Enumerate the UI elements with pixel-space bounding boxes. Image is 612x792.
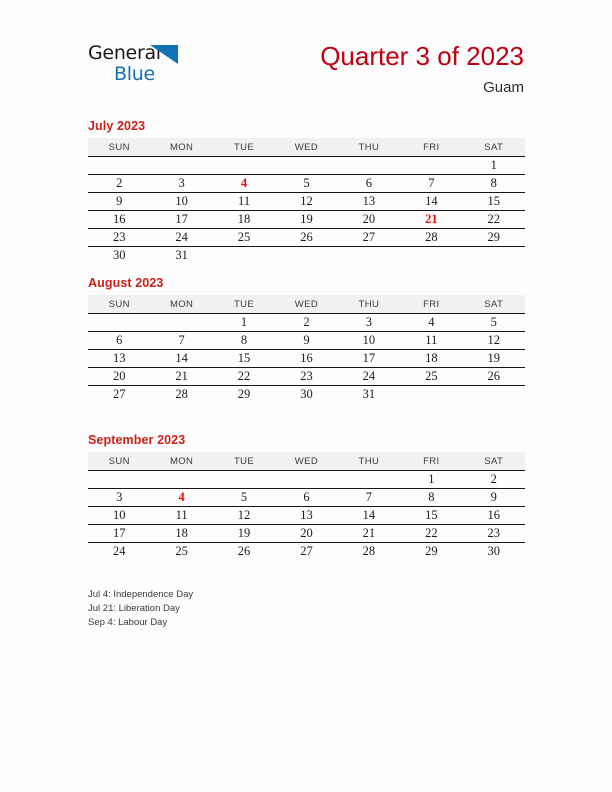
calendar-day-cell: 12	[213, 507, 275, 525]
calendar-day-cell: 28	[400, 229, 462, 247]
calendar-day-cell: 3	[88, 489, 150, 507]
weekday-header-thu: THU	[338, 138, 400, 157]
holiday-note-item: Sep 4: Labour Day	[88, 617, 168, 628]
logo-text-blue: Blue	[114, 63, 155, 85]
calendar-day-cell: 22	[213, 368, 275, 386]
calendar-day-cell: 26	[463, 368, 525, 386]
calendar-day-cell: 16	[88, 211, 150, 229]
calendar-day-cell: 9	[463, 489, 525, 507]
calendar-day-cell: 8	[463, 175, 525, 193]
calendar-day-cell: 20	[338, 211, 400, 229]
weekday-header-row	[88, 452, 525, 471]
calendar-day-cell: 6	[338, 175, 400, 193]
calendar-empty-cell	[150, 157, 212, 175]
calendar-day-cell: 14	[338, 507, 400, 525]
calendar-empty-cell	[338, 247, 400, 265]
calendar-day-cell: 11	[213, 193, 275, 211]
calendar-week-row	[88, 350, 525, 368]
calendar-day-cell: 4	[400, 314, 462, 332]
calendar-day-cell: 10	[338, 332, 400, 350]
calendar-empty-cell	[463, 247, 525, 265]
calendar-week-row	[88, 489, 525, 507]
weekday-header-fri: FRI	[400, 452, 462, 471]
logo-triangle-icon	[150, 45, 178, 64]
calendar-day-cell: 19	[213, 525, 275, 543]
calendar-day-cell: 27	[338, 229, 400, 247]
calendar-day-cell: 25	[213, 229, 275, 247]
calendar-day-cell: 23	[275, 368, 337, 386]
calendar-day-cell: 3	[150, 175, 212, 193]
calendar-day-cell: 15	[463, 193, 525, 211]
calendar-empty-cell	[338, 471, 400, 489]
calendar-empty-cell	[213, 247, 275, 265]
calendar-day-cell: 7	[150, 332, 212, 350]
calendar-day-cell: 6	[275, 489, 337, 507]
calendar-week-row	[88, 175, 525, 193]
weekday-header-row	[88, 295, 525, 314]
calendar-day-cell: 22	[400, 525, 462, 543]
holiday-note-item: Jul 21: Liberation Day	[88, 603, 180, 614]
calendar-day-cell: 10	[150, 193, 212, 211]
weekday-header-mon: MON	[150, 452, 212, 471]
title-block	[320, 40, 524, 98]
calendar-day-cell: 5	[275, 175, 337, 193]
calendar-week-row	[88, 314, 525, 332]
calendar-day-cell: 8	[213, 332, 275, 350]
general-blue-logo	[88, 42, 218, 90]
calendar-day-cell: 27	[300, 544, 313, 558]
calendar-week-row	[88, 507, 525, 525]
calendar-day-cell: 6	[88, 332, 150, 350]
calendar-day-cell: 10	[88, 507, 150, 525]
calendar-day-cell-holiday: 4	[213, 175, 275, 193]
calendar-week-row	[88, 211, 525, 229]
calendar-day-cell: 21	[150, 368, 212, 386]
region-subtitle: Guam	[483, 79, 524, 96]
weekday-header-tue: TUE	[213, 295, 275, 314]
calendar-empty-cell	[400, 247, 462, 265]
calendar-day-cell: 25	[400, 368, 462, 386]
calendar-day-cell: 7	[338, 489, 400, 507]
calendar-day-cell: 18	[150, 525, 212, 543]
logo-text-general: General	[88, 42, 161, 64]
weekday-header-sat: SAT	[463, 452, 525, 471]
weekday-header-sat: SAT	[463, 138, 525, 157]
calendar-week-row	[88, 229, 525, 247]
calendar-empty-cell	[88, 157, 150, 175]
calendar-empty-cell	[400, 157, 462, 175]
calendar-empty-cell	[88, 314, 150, 332]
month-block-august	[88, 275, 525, 403]
calendar-day-cell: 30	[300, 387, 313, 401]
calendar-day-cell: 20	[275, 525, 337, 543]
calendar-empty-cell	[275, 157, 337, 175]
calendar-empty-cell	[275, 247, 337, 265]
calendar-day-cell: 15	[400, 507, 462, 525]
calendar-day-cell: 15	[213, 350, 275, 368]
calendar-day-cell: 2	[275, 314, 337, 332]
calendar-day-cell: 8	[400, 489, 462, 507]
calendar-day-cell: 16	[463, 507, 525, 525]
weekday-header-tue: TUE	[213, 452, 275, 471]
weekday-header-sat: SAT	[463, 295, 525, 314]
calendar-day-cell: 1	[213, 314, 275, 332]
calendar-day-cell: 17	[88, 525, 150, 543]
calendar-day-cell: 17	[150, 211, 212, 229]
calendar-day-cell: 25	[175, 544, 188, 558]
calendar-day-cell: 1	[463, 157, 525, 175]
calendar-day-cell: 31	[175, 248, 188, 262]
calendar-empty-cell	[275, 471, 337, 489]
weekday-header-wed: WED	[275, 138, 337, 157]
calendar-table-august	[88, 295, 525, 403]
calendar-table-september	[88, 452, 525, 560]
weekday-header-thu: THU	[338, 452, 400, 471]
calendar-day-cell: 26	[237, 544, 251, 558]
calendar-week-row	[88, 471, 525, 489]
calendar-day-cell: 24	[112, 544, 126, 558]
calendar-day-cell: 1	[400, 471, 462, 489]
weekday-header-sun: SUN	[88, 452, 150, 471]
calendar-empty-cell	[213, 471, 275, 489]
calendar-day-cell: 13	[88, 350, 150, 368]
weekday-header-row	[88, 138, 525, 157]
calendar-empty-cell	[400, 386, 462, 404]
calendar-day-cell: 2	[463, 471, 525, 489]
calendar-week-row	[88, 525, 525, 543]
calendar-day-cell: 19	[275, 211, 337, 229]
month-label: September 2023	[88, 433, 186, 447]
calendar-day-cell: 7	[400, 175, 462, 193]
calendar-day-cell: 14	[400, 193, 462, 211]
calendar-day-cell: 11	[400, 332, 462, 350]
calendar-body	[88, 471, 525, 561]
calendar-day-cell: 17	[338, 350, 400, 368]
calendar-day-cell: 9	[88, 193, 150, 211]
calendar-table-july	[88, 138, 525, 264]
calendar-day-cell-holiday: 21	[400, 211, 462, 229]
calendar-day-cell: 18	[400, 350, 462, 368]
calendar-day-cell: 14	[150, 350, 212, 368]
calendar-day-cell: 29	[463, 229, 525, 247]
calendar-day-cell: 5	[463, 314, 525, 332]
calendar-day-cell: 12	[463, 332, 525, 350]
calendar-day-cell: 11	[150, 507, 212, 525]
calendar-day-cell: 27	[112, 387, 126, 401]
calendar-day-cell: 23	[88, 229, 150, 247]
calendar-day-cell: 28	[362, 544, 376, 558]
calendar-day-cell: 2	[88, 175, 150, 193]
calendar-day-cell: 24	[338, 368, 400, 386]
calendar-day-cell: 29	[237, 387, 251, 401]
calendar-day-cell: 12	[275, 193, 337, 211]
weekday-header-thu: THU	[338, 295, 400, 314]
weekday-header-tue: TUE	[213, 138, 275, 157]
weekday-header-fri: FRI	[400, 295, 462, 314]
calendar-week-row	[88, 386, 525, 404]
calendar-day-cell: 19	[463, 350, 525, 368]
weekday-header-row-group	[88, 138, 525, 157]
weekday-header-mon: MON	[150, 295, 212, 314]
weekday-header-row-group	[88, 295, 525, 314]
calendar-empty-cell	[150, 314, 212, 332]
calendar-day-cell: 18	[213, 211, 275, 229]
page-title: Quarter 3 of 2023	[320, 41, 524, 71]
weekday-header-fri: FRI	[400, 138, 462, 157]
calendar-body	[88, 157, 525, 265]
calendar-day-cell: 13	[338, 193, 400, 211]
page-header	[0, 0, 612, 112]
calendar-day-cell: 21	[338, 525, 400, 543]
weekday-header-row-group	[88, 452, 525, 471]
calendar-day-cell: 16	[275, 350, 337, 368]
calendar-empty-cell	[150, 471, 212, 489]
calendar-empty-cell	[213, 157, 275, 175]
month-block-september	[88, 432, 525, 560]
calendar-day-cell: 30	[112, 248, 126, 262]
calendar-week-row	[88, 247, 525, 265]
calendar-day-cell: 28	[175, 387, 188, 401]
holiday-notes-list	[88, 588, 428, 630]
calendar-week-row	[88, 193, 525, 211]
weekday-header-sun: SUN	[88, 295, 150, 314]
holiday-note-item: Jul 4: Independence Day	[88, 589, 194, 600]
calendar-day-cell: 22	[463, 211, 525, 229]
calendar-empty-cell	[338, 157, 400, 175]
calendar-week-row	[88, 157, 525, 175]
month-block-july	[88, 118, 525, 264]
calendar-body	[88, 314, 525, 404]
calendar-week-row	[88, 332, 525, 350]
calendar-day-cell: 23	[463, 525, 525, 543]
calendar-day-cell: 20	[88, 368, 150, 386]
calendar-day-cell-holiday: 4	[150, 489, 212, 507]
month-label: July 2023	[88, 119, 146, 133]
calendar-day-cell: 24	[150, 229, 212, 247]
calendar-day-cell: 9	[275, 332, 337, 350]
calendar-day-cell: 3	[338, 314, 400, 332]
calendar-week-row	[88, 368, 525, 386]
calendar-empty-cell	[463, 386, 525, 404]
month-label: August 2023	[88, 276, 164, 290]
calendar-week-row	[88, 543, 525, 561]
calendar-day-cell: 31	[362, 387, 376, 401]
calendar-day-cell: 26	[275, 229, 337, 247]
calendar-day-cell: 13	[275, 507, 337, 525]
calendar-day-cell: 29	[425, 544, 438, 558]
calendar-day-cell: 5	[213, 489, 275, 507]
weekday-header-wed: WED	[275, 295, 337, 314]
weekday-header-mon: MON	[150, 138, 212, 157]
calendar-day-cell: 30	[487, 544, 501, 558]
weekday-header-sun: SUN	[88, 138, 150, 157]
weekday-header-wed: WED	[275, 452, 337, 471]
calendar-empty-cell	[88, 471, 150, 489]
